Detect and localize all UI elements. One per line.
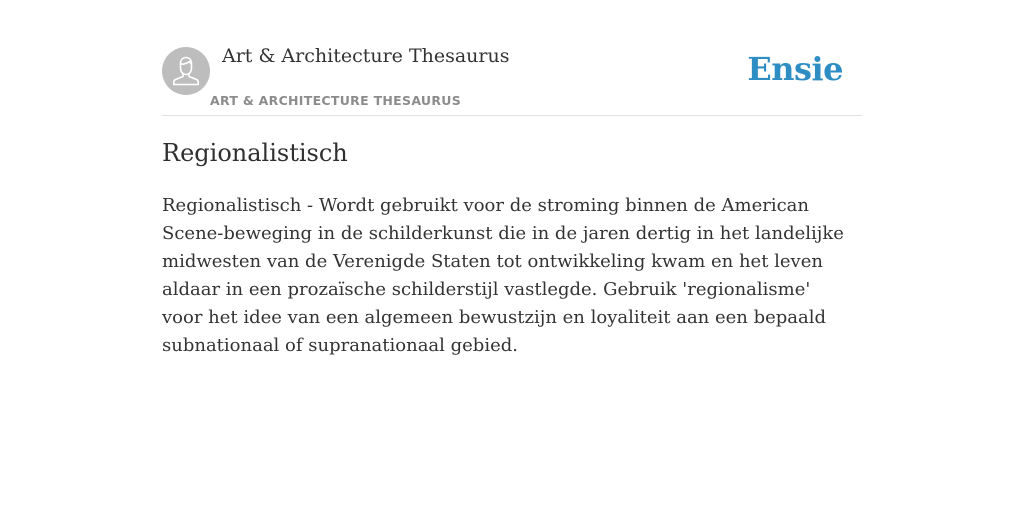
source-title[interactable]: Art & Architecture Thesaurus: [222, 45, 510, 67]
entry-term: Regionalistisch: [162, 139, 348, 167]
user-avatar-icon: [162, 47, 210, 95]
avatar[interactable]: [162, 47, 210, 95]
entry-card: [162, 0, 862, 356]
ensie-logo[interactable]: Ensie: [747, 50, 843, 88]
entry-definition: Regionalistisch - Wordt gebruikt voor de stroming binnen de American Scene-beweging in de schilderkunst die in de jaren dertig in het landelijke midwesten van de Verenigde Staten tot ontwikkeling kwam en het leven aldaar in een prozaïsche schilderstijl vastlegde. Gebruik 'regionalisme' voor het idee van een algemeen bewustzijn en loyaliteit aan een bepaald subnationaal of supranationaal gebied.: [162, 195, 844, 356]
entry-header: [162, 0, 862, 116]
source-subtitle[interactable]: ART & ARCHITECTURE THESAURUS: [210, 93, 462, 108]
